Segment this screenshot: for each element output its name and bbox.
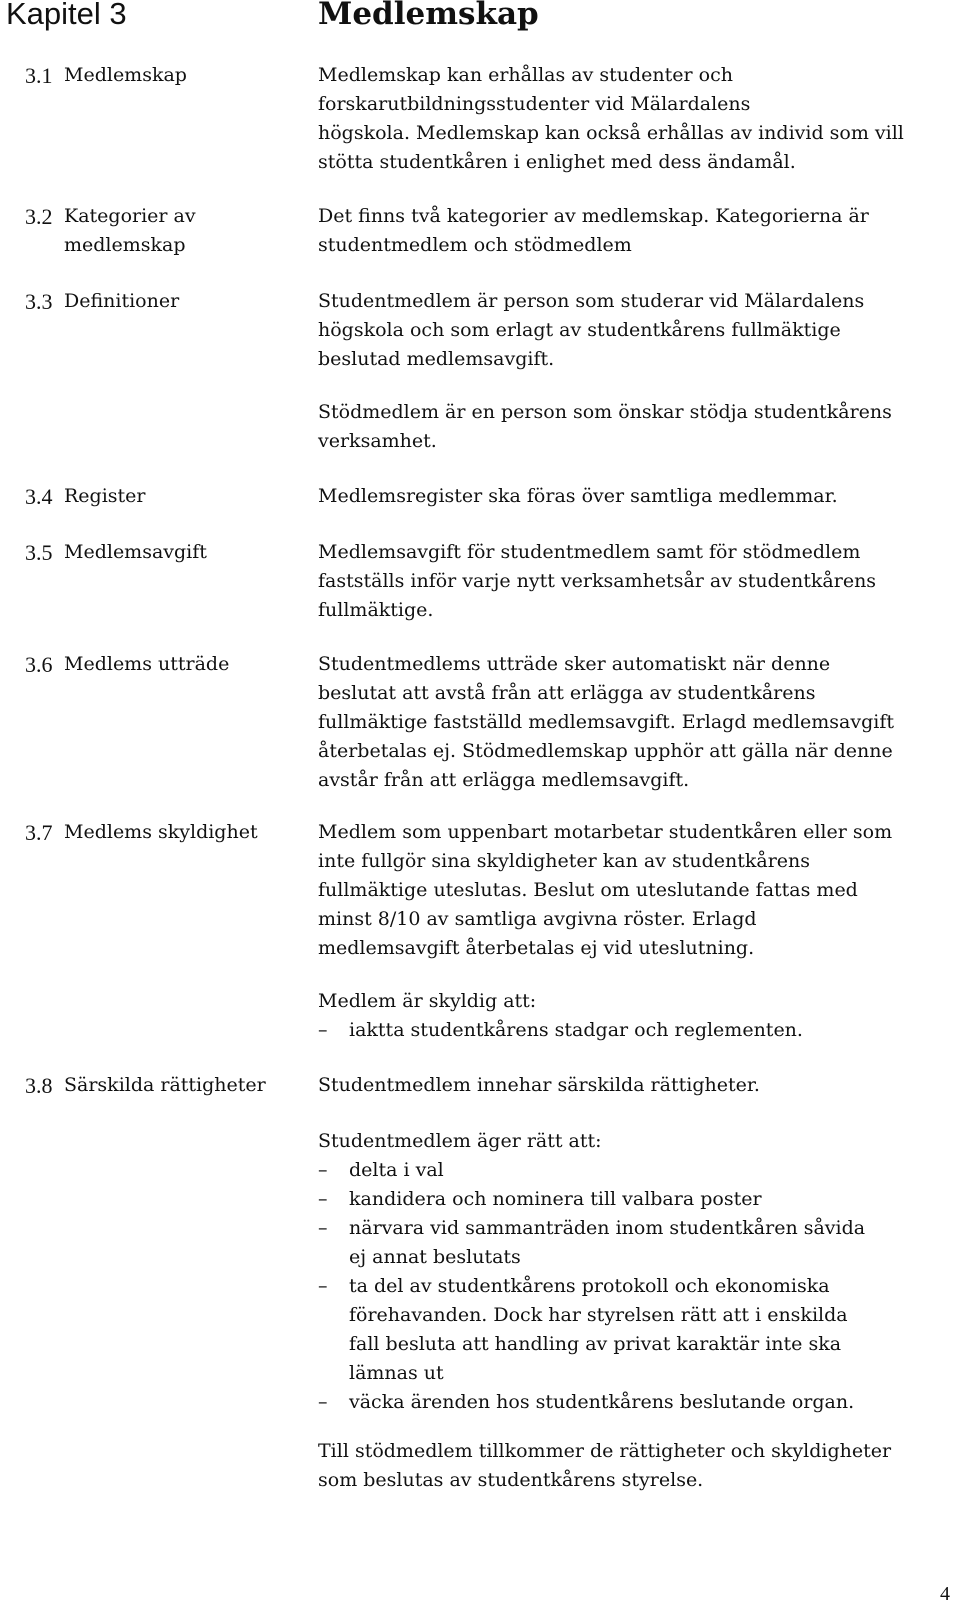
section-label: Definitioner bbox=[64, 290, 180, 312]
section-body: Studentmedlem innehar särskilda rättigheter. bbox=[318, 1074, 760, 1096]
list-item: – väcka ärenden hos studentkårens beslutande organ. bbox=[318, 1388, 943, 1417]
section-number: 3.5 bbox=[25, 540, 53, 565]
section-label: Medlems utträde bbox=[64, 653, 230, 675]
section-body: Medlemsregister ska föras över samtliga medlemmar. bbox=[318, 485, 838, 507]
section-number: 3.8 bbox=[25, 1073, 53, 1098]
section-number: 3.1 bbox=[25, 63, 53, 88]
chapter-label: Kapitel 3 bbox=[6, 0, 127, 31]
section-body: Medlemsavgift för studentmedlem samt för stödmedlem fastställs inför varje nytt verksamhetsår av studentkårens fullmäktige. bbox=[318, 541, 877, 621]
dash-bullet: – bbox=[318, 1391, 328, 1413]
list-item: – delta i val bbox=[318, 1156, 943, 1185]
page-number: 4 bbox=[940, 1583, 950, 1605]
duty-block bbox=[318, 987, 943, 1045]
closing-paragraph: Till stödmedlem tillkommer de rättigheter och skyldigheter som beslutas av studentkårens styrelse. bbox=[318, 1440, 892, 1491]
section-body: Medlem som uppenbart motarbetar studentkåren eller som inte fullgör sina skyldigheter kan av studentkårens fullmäktige uteslutas. Beslut om uteslutande fattas med minst 8/10 av samtliga avgivna röster. Erlagd medlemsavgift återbetalas ej vid uteslutning. bbox=[318, 821, 893, 959]
section-body: Medlemskap kan erhållas av studenter och forskarutbildningsstudenter vid Mälardalens högskola. Medlemskap kan också erhållas av individ som vill stötta studentkåren i enlighet med dess ändamål. bbox=[318, 64, 904, 173]
dash-bullet: – bbox=[318, 1275, 328, 1297]
section-number: 3.2 bbox=[25, 204, 53, 229]
section-body-secondary: Stödmedlem är en person som önskar stödja studentkårens verksamhet. bbox=[318, 401, 892, 452]
section-label: Kategorier av medlemskap bbox=[64, 205, 196, 256]
rights-intro: Studentmedlem äger rätt att: bbox=[318, 1130, 602, 1152]
list-item: – ta del av studentkårens protokoll och ekonomiska förehavanden. Dock har styrelsen rätt att i enskilda fall besluta att handling av privat karaktär inte ska lämnas ut bbox=[318, 1272, 943, 1388]
section-body: Studentmedlem är person som studerar vid Mälardalens högskola och som erlagt av studentkårens fullmäktige beslutad medlemsavgift. bbox=[318, 290, 865, 370]
section-label: Medlemskap bbox=[64, 64, 187, 86]
dash-bullet: – bbox=[318, 1217, 328, 1239]
list-item: – kandidera och nominera till valbara poster bbox=[318, 1185, 943, 1214]
chapter-title: Medlemskap bbox=[318, 0, 539, 32]
list-item: – iaktta studentkårens stadgar och reglementen. bbox=[318, 1016, 943, 1045]
section-body: Studentmedlems utträde sker automatiskt när denne beslutat att avstå från att erlägga av studentkårens fullmäktige fastställd medlemsavgift. Erlagd medlemsavgift återbetalas ej. Stödmedlemskap upphör att gälla när denne avstår från att erlägga medlemsavgift. bbox=[318, 653, 895, 791]
section-label: Medlemsavgift bbox=[64, 541, 207, 563]
section-label: Särskilda rättigheter bbox=[64, 1074, 266, 1096]
section-label: Medlems skyldighet bbox=[64, 821, 258, 843]
section-number: 3.4 bbox=[25, 484, 53, 509]
duty-intro: Medlem är skyldig att: bbox=[318, 990, 537, 1012]
list-item: – närvara vid sammanträden inom studentkåren såvida ej annat beslutats bbox=[318, 1214, 943, 1272]
dash-bullet: – bbox=[318, 1159, 328, 1181]
section-label: Register bbox=[64, 485, 146, 507]
section-body: Det finns två kategorier av medlemskap. Kategorierna är studentmedlem och stödmedlem bbox=[318, 205, 869, 256]
section-number: 3.3 bbox=[25, 289, 53, 314]
section-number: 3.7 bbox=[25, 820, 53, 845]
dash-bullet: – bbox=[318, 1188, 328, 1210]
section-number: 3.6 bbox=[25, 652, 53, 677]
rights-block bbox=[318, 1127, 943, 1417]
dash-bullet: – bbox=[318, 1019, 328, 1041]
